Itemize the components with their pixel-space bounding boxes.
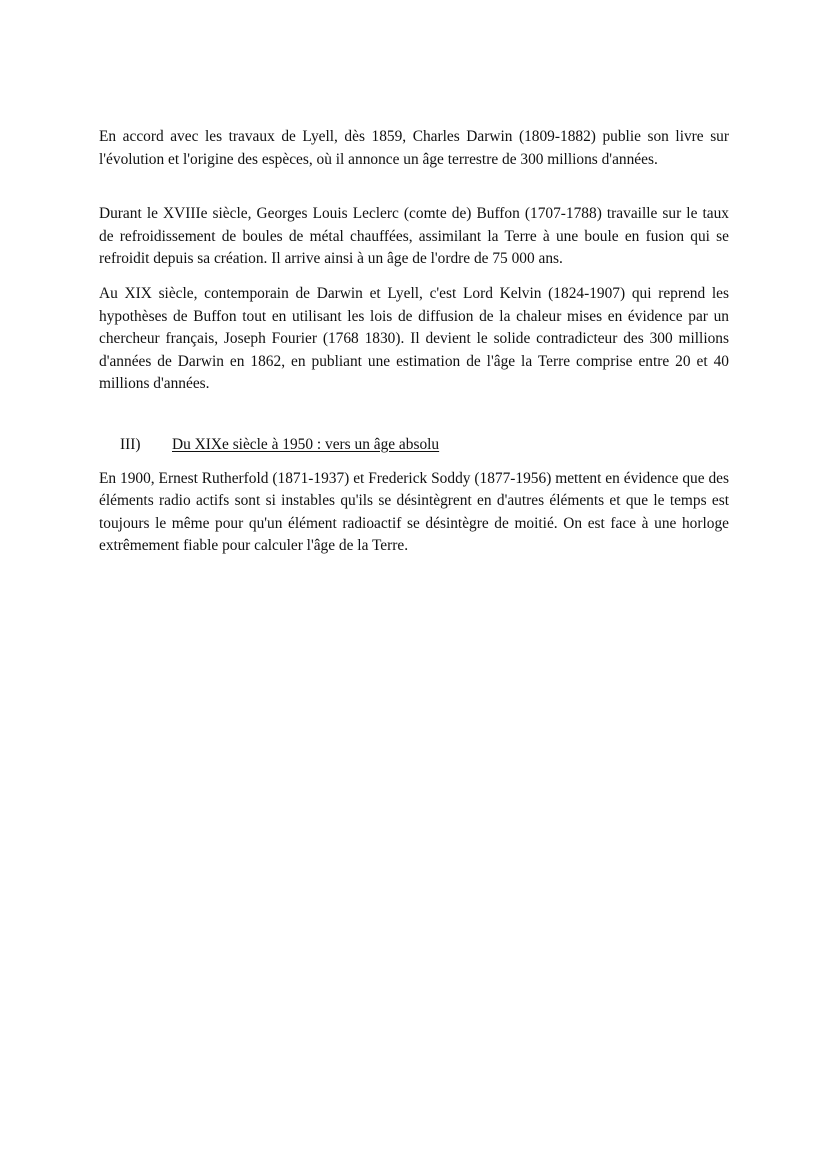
section-heading xyxy=(99,434,729,457)
paragraph-rutherford: En 1900, Ernest Rutherfold (1871-1937) et Frederick Soddy (1877-1956) mettent en évidence que des éléments radio actifs sont si instables qu'ils se désintègrent en d'autres éléments et que le temps est toujours le même pour qu'un élément radioactif se désintègre de moitié. On est face à une horloge extrêmement fiable pour calculer l'âge de la Terre. xyxy=(99,469,729,555)
paragraph-darwin: En accord avec les travaux de Lyell, dès 1859, Charles Darwin (1809-1882) publie son livre sur l'évolution et l'origine des espèces, où il annonce un âge terrestre de 300 millions d'années. xyxy=(99,128,729,168)
section-title: Du XIXe siècle à 1950 : vers un âge absolu xyxy=(172,435,440,453)
paragraph-kelvin: Au XIX siècle, contemporain de Darwin et Lyell, c'est Lord Kelvin (1824-1907) qui reprend les hypothèses de Buffon tout en utilisant les lois de diffusion de la chaleur mises en évidence par un chercheur français, Joseph Fourier (1768 1830). Il devient le solide contradicteur des 300 millions d'années de Darwin en 1862, en publiant une estimation de l'âge la Terre comprise entre 20 et 40 millions d'années. xyxy=(99,284,729,393)
paragraph-buffon: Durant le XVIIIe siècle, Georges Louis Leclerc (comte de) Buffon (1707-1788) travaille sur le taux de refroidissement de boules de métal chauffées, assimilant la Terre à une boule en fusion qui se refroidit depuis sa création. Il arrive ainsi à un âge de l'ordre de 75 000 ans. xyxy=(99,205,729,268)
document-body xyxy=(99,126,729,558)
section-number: III) xyxy=(120,435,141,453)
